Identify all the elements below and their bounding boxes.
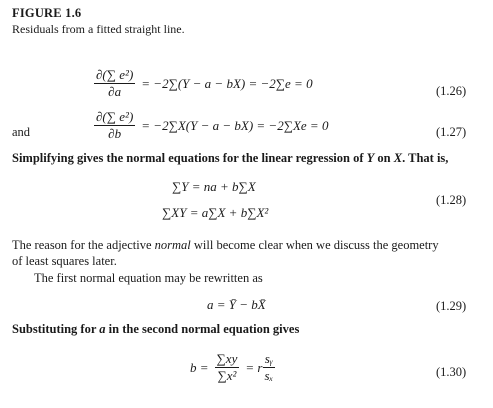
simplify-text-pre: Simplifying gives the (12, 151, 127, 165)
normal-equations-term: normal equations (126, 151, 220, 165)
equation-1-26 (94, 68, 313, 99)
reason-line-1 (12, 238, 439, 253)
eq130-num2: sᵧ (264, 351, 273, 366)
eq129-number: (1.29) (436, 299, 467, 313)
eq130-den2: sₓ (264, 368, 274, 383)
eq126-fraction (94, 68, 135, 99)
eq127-number: (1.27) (436, 125, 467, 139)
eq127-fraction (94, 110, 135, 141)
figure-caption: Residuals from a fitted straight line. (12, 22, 185, 36)
eq128-line1: ∑Y = na + b∑X (172, 179, 256, 194)
eq130-mid: = r (245, 359, 263, 375)
eq126-denominator: ∂a (108, 84, 122, 99)
reason-normal: normal (154, 238, 191, 252)
equation-1-30 (190, 352, 275, 383)
eq127-numerator: ∂(∑ e²) (96, 109, 134, 124)
subst-post: in the second normal equation gives (105, 322, 300, 336)
subst-a: a (99, 322, 106, 336)
eq130-number: (1.30) (436, 365, 467, 379)
substituting-text (12, 322, 299, 337)
simplifying-paragraph (12, 151, 448, 166)
simplify-text-post: for the linear regression of (219, 151, 367, 165)
eq127-denominator: ∂b (108, 126, 122, 141)
eq130-fraction-1 (215, 352, 240, 383)
simplify-x: X (393, 151, 403, 165)
subst-pre: Substituting for (12, 322, 100, 336)
simplify-y: Y (366, 151, 375, 165)
eq130-den1: ∑x² (217, 368, 237, 383)
eq128-number: (1.28) (436, 193, 467, 207)
eq130-num1: ∑xy (216, 351, 238, 366)
reason-pre: The reason for the adjective (12, 238, 155, 252)
eq127-rhs: = −2∑X(Y − a − bX) = −2∑Xe = 0 (141, 117, 329, 133)
figure-label: FIGURE 1.6 (12, 6, 82, 20)
simplify-end: . That is, (402, 151, 449, 165)
equation-1-27 (94, 110, 328, 141)
eq126-numerator: ∂(∑ e²) (96, 67, 134, 82)
eq130-lhs: b = (190, 359, 209, 375)
reason-post: will become clear when we discuss the geometry (190, 238, 439, 252)
eq126-number: (1.26) (436, 84, 467, 98)
simplify-on: on (374, 151, 394, 165)
eq129-body: a = Ȳ − bX̄ (207, 297, 266, 312)
and-word: and (12, 125, 31, 139)
first-normal-text: The first normal equation may be rewritten as (34, 271, 263, 285)
eq128-line2: ∑XY = a∑X + b∑X² (162, 205, 269, 220)
eq130-fraction-2 (262, 352, 275, 383)
reason-line-2: of least squares later. (12, 254, 117, 268)
eq126-rhs: = −2∑(Y − a − bX) = −2∑e = 0 (141, 75, 313, 91)
